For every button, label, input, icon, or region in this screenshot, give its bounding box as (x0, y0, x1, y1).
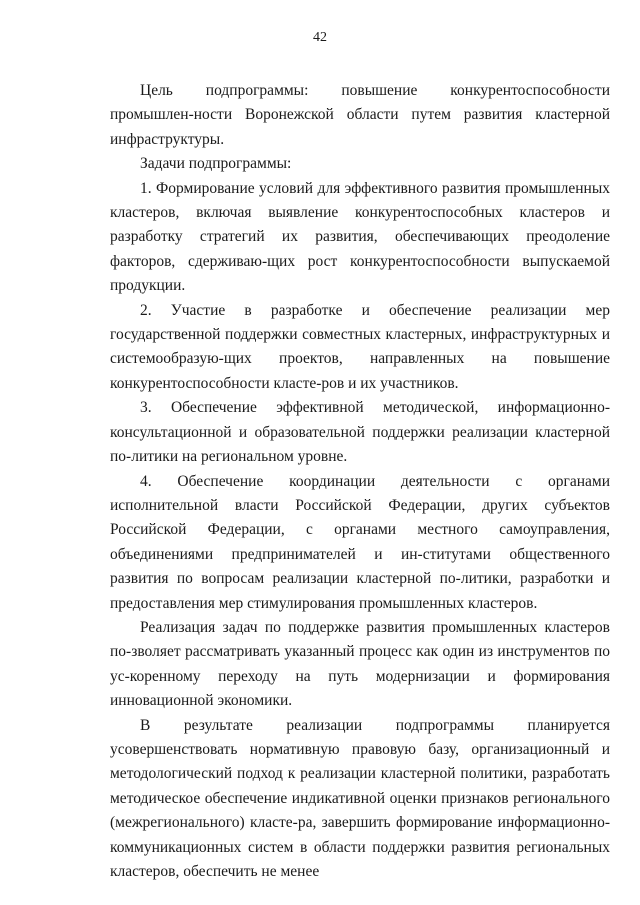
paragraph-tasks-heading: Задачи подпрограммы: (140, 155, 292, 173)
paragraph-goal: Цель подпрограммы: повышение конкурентоспособности промышлен-ности Воронежской области путем развития кластерной инфраструктуры. (110, 82, 610, 148)
paragraph-task-2: 2. Участие в разработке и обеспечение реализации мер государственной поддержки совместных кластерных, инфраструктурных и системообразую-щих проектов, направленных на повышение конкурентоспособности класте-ров и их участников. (110, 301, 610, 392)
paragraph-task-3: 3. Обеспечение эффективной методической, информационно-консультационной и образовательной поддержки реализации кластерной по-литики на региональном уровне. (110, 399, 610, 466)
document-body (110, 79, 610, 884)
paragraph-task-4: 4. Обеспечение координации деятельности с органами исполнительной власти Российской Федерации, других субъектов Российской Федерации, с органами местного самоуправления, объединениями предпринимателей и ин-ститутами общественного развития по вопросам реализации кластерной по-литики, разработки и предоставления мер стимулирования промышленных кластеров. (110, 472, 610, 612)
paragraph-results: В результате реализации подпрограммы планируется усовершенствовать нормативную правовую базу, организационный и методологический подход к реализации кластерной политики, разработать методическое обеспечение индикативной оценки признаков регионального (межрегионального) класте-ра, завершить формирование информационно-коммуникационных систем в области поддержки развития региональных кластеров, обеспечить не менее (110, 716, 610, 880)
page-number: 42 (313, 30, 327, 45)
paragraph-task-1: 1. Формирование условий для эффективного развития промышленных кластеров, включая выявление конкурентоспособных кластеров и разработку стратегий их развития, обеспечивающих преодоление факторов, сдерживаю-щих рост конкурентоспособности выпускаемой продукции. (110, 179, 610, 295)
paragraph-implementation: Реализация задач по поддержке развития промышленных кластеров по-зволяет рассматривать указанный процесс как один из инструментов по ус-коренному переходу на путь модернизации и формирования инновационной экономики. (110, 618, 610, 710)
